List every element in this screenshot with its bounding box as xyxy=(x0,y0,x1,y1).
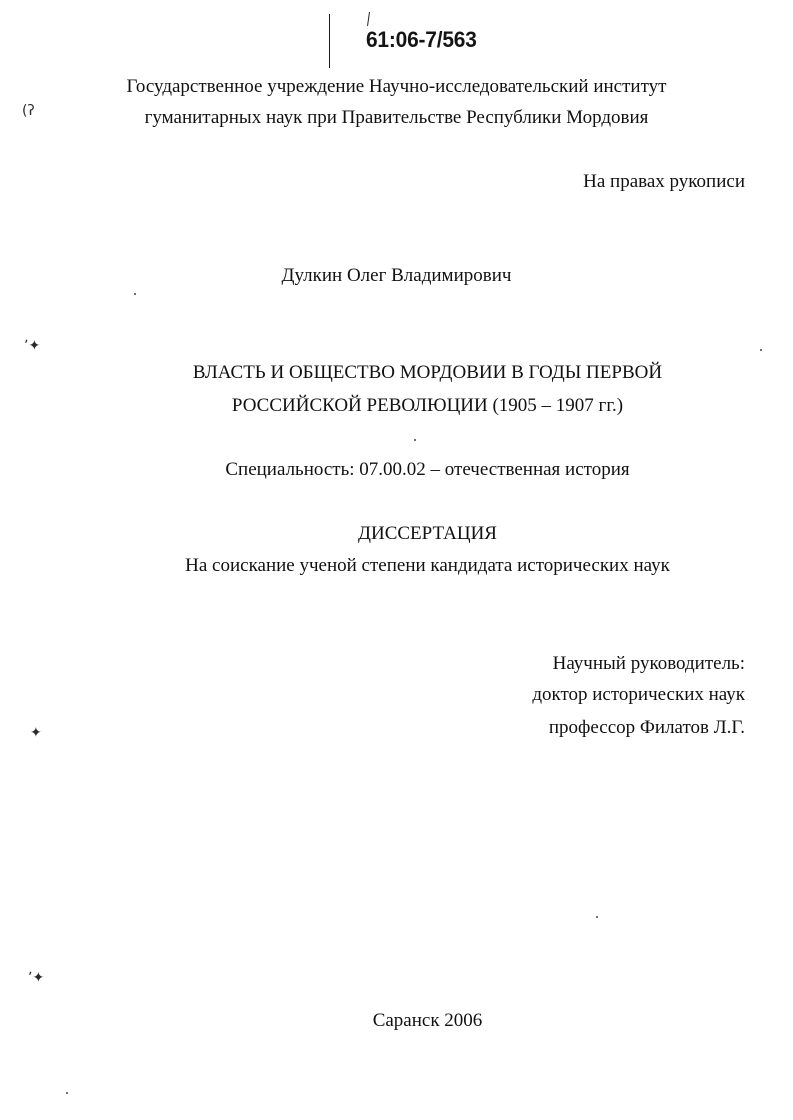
binding-hole-mark-4: ʼ✦ xyxy=(28,970,45,986)
scan-speck xyxy=(134,293,136,295)
scan-speck xyxy=(596,916,598,918)
author-name: Дулкин Олег Владимирович xyxy=(281,265,512,286)
stamp-pen-mark xyxy=(367,12,370,26)
institution-line-1: Государственное учреждение Научно-исследовательский институт xyxy=(126,76,667,97)
document-type-heading: ДИССЕРТАЦИЯ xyxy=(358,523,497,544)
specialty-line: Специальность: 07.00.02 – отечественная история xyxy=(225,459,630,480)
thesis-title-line-2: РОССИЙСКОЙ РЕВОЛЮЦИИ (1905 – 1907 гг.) xyxy=(231,395,624,416)
supervisor-name: профессор Филатов Л.Г. xyxy=(548,717,745,738)
scan-speck xyxy=(66,1092,68,1094)
supervisor-heading: Научный руководитель: xyxy=(552,653,745,674)
binding-hole-mark-3: ✦ xyxy=(30,725,42,741)
city-year: Саранск 2006 xyxy=(372,1010,483,1031)
binding-hole-mark-1: (ʔ xyxy=(22,103,35,119)
manuscript-rights-note: На правах рукописи xyxy=(583,171,745,192)
thesis-title-line-1: ВЛАСТЬ И ОБЩЕСТВО МОРДОВИИ В ГОДЫ ПЕРВОЙ xyxy=(192,362,663,383)
scan-speck xyxy=(414,439,416,441)
scan-speck xyxy=(760,349,762,351)
margin-vertical-line xyxy=(329,14,330,68)
supervisor-degree: доктор исторических наук xyxy=(532,684,745,705)
institution-line-2: гуманитарных наук при Правительстве Республики Мордовия xyxy=(144,107,649,128)
binding-hole-mark-2: ʼ✦ xyxy=(24,338,41,354)
degree-line: На соискание ученой степени кандидата исторических наук xyxy=(185,555,670,576)
archive-stamp: 61:06-7/563 xyxy=(366,27,477,52)
